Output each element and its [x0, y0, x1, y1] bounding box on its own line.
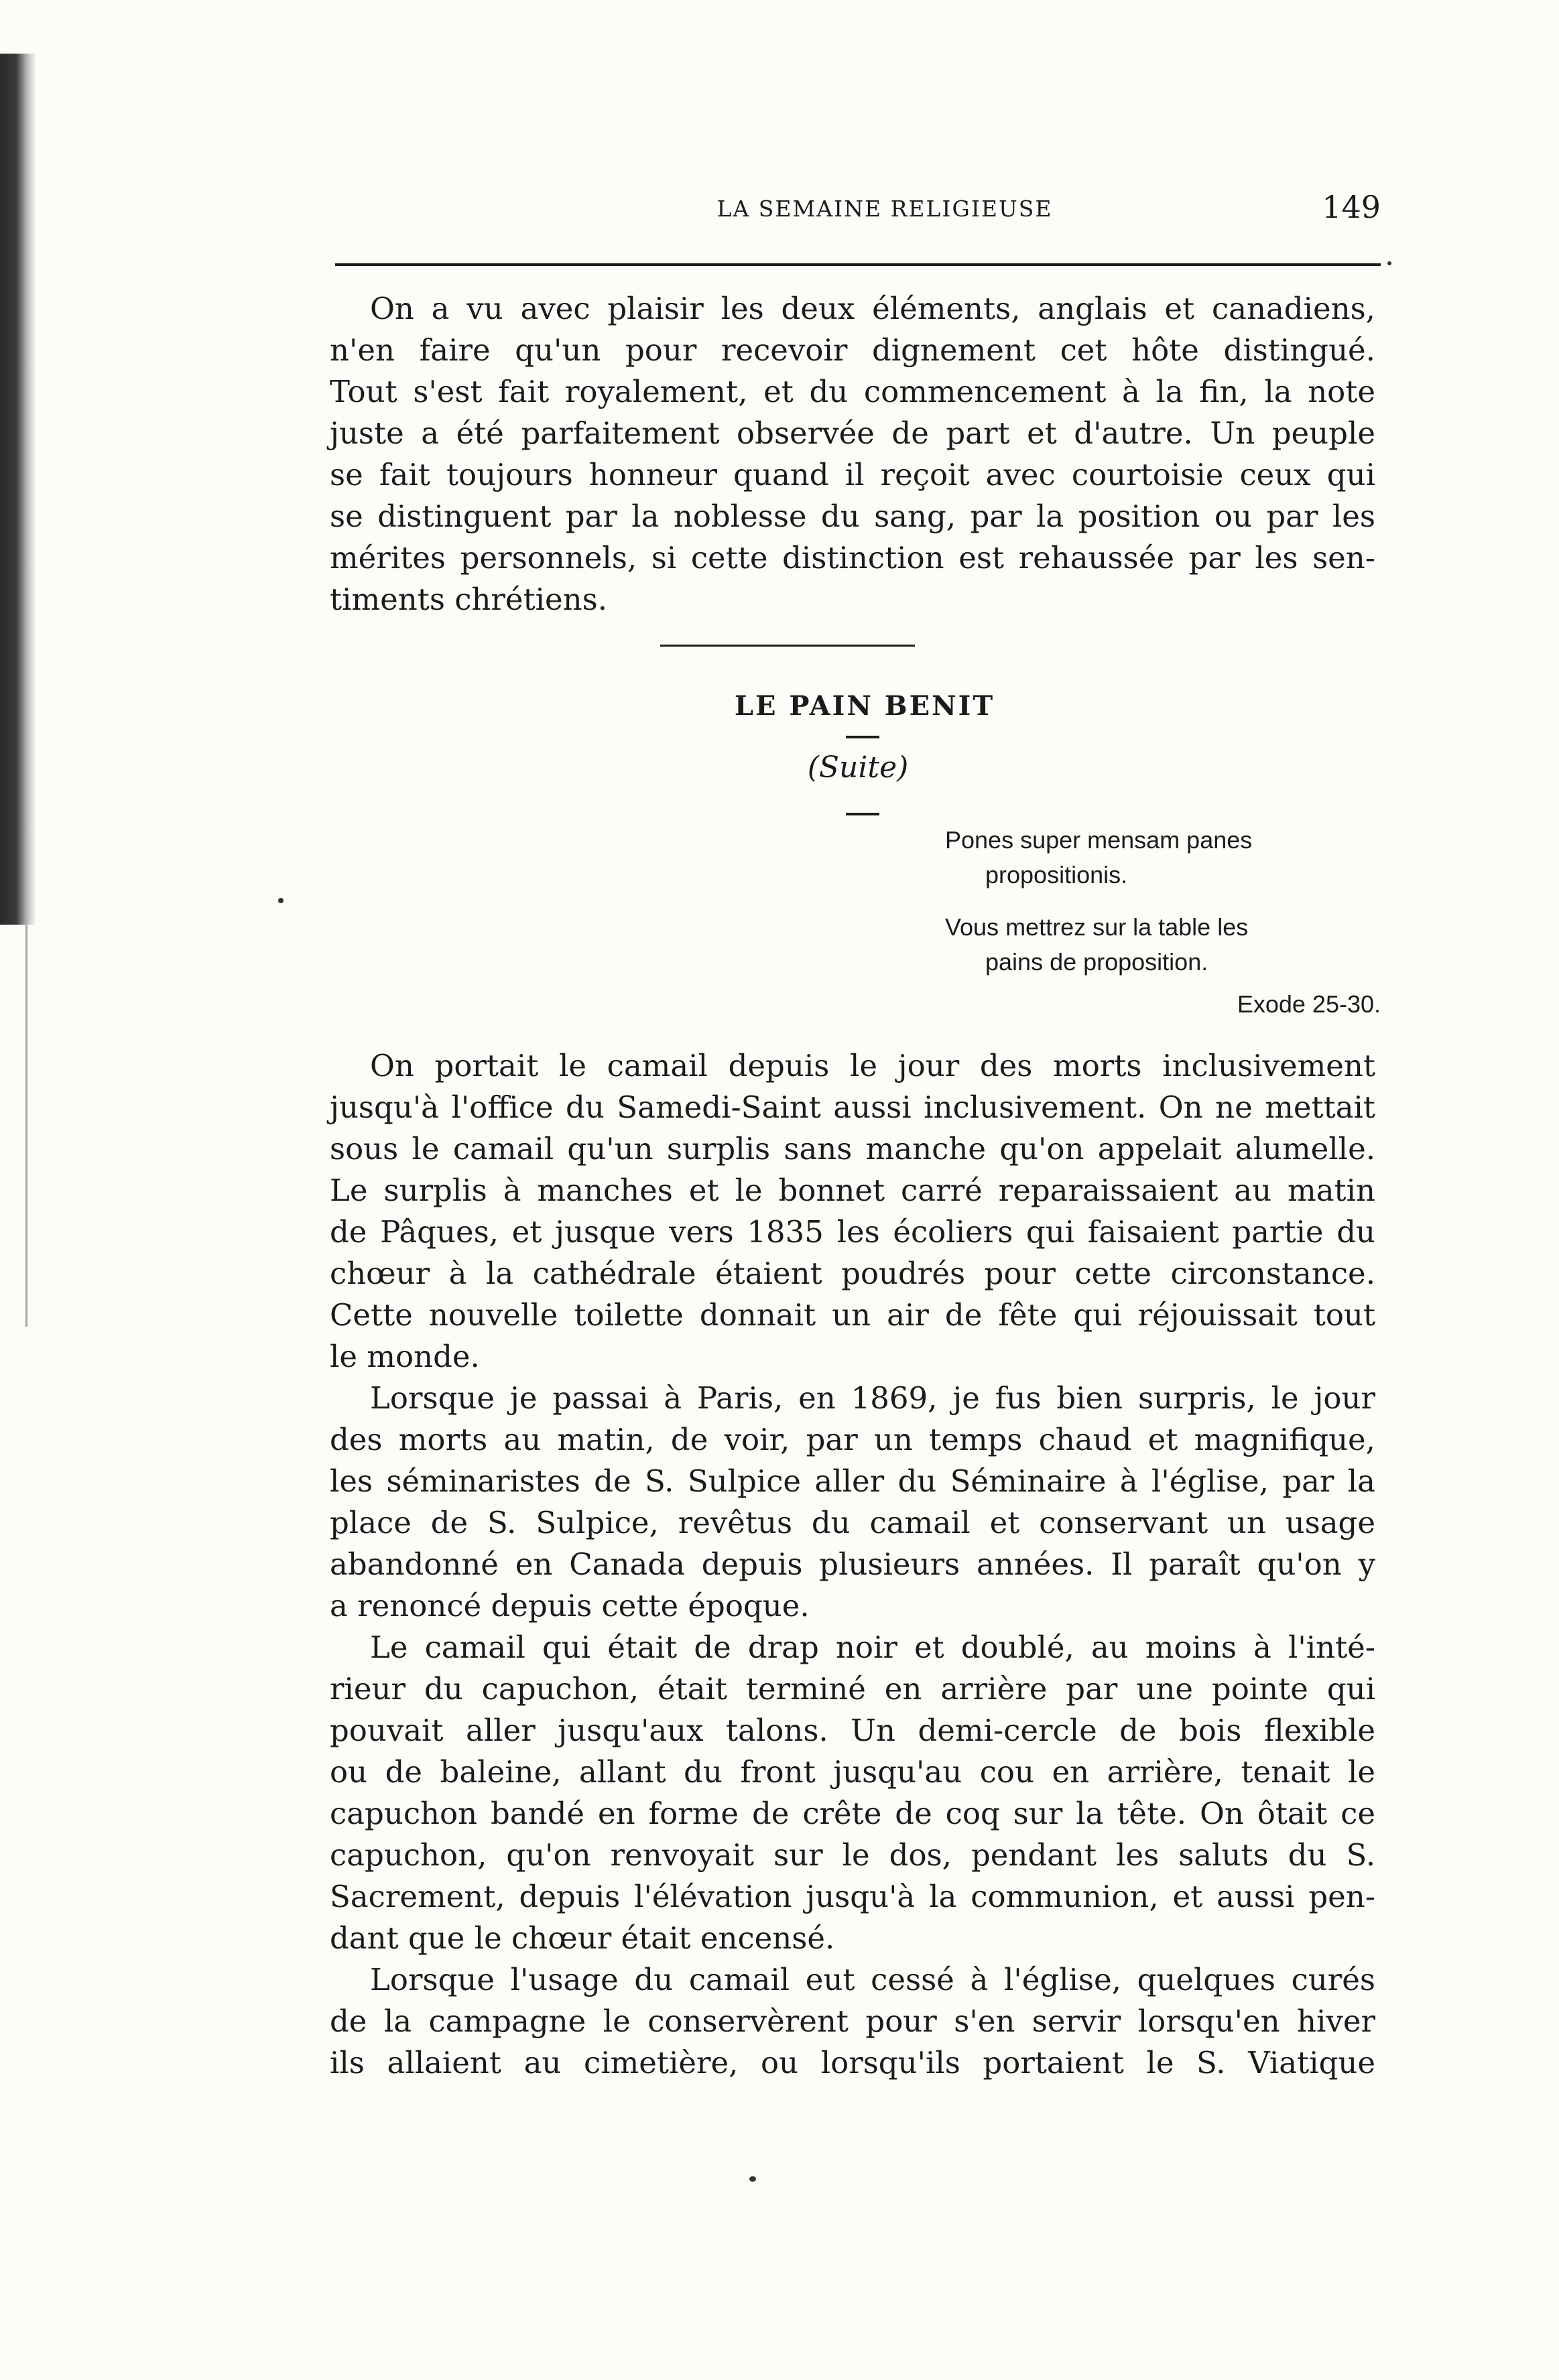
text-line: abandonné en Canada depuis plusieurs années. Il paraît qu'on y — [330, 1546, 1375, 1582]
text-line: a renoncé depuis cette époque. — [330, 1588, 810, 1624]
text-line: ou de baleine, allant du front jusqu'au cou en arrière, tenait le — [330, 1754, 1375, 1790]
text-line: dant que le chœur était encensé. — [330, 1920, 835, 1956]
scan-speck — [749, 2176, 756, 2182]
scan-speck — [1387, 261, 1391, 265]
text-line: place de S. Sulpice, revêtus du camail et conservant un usage — [330, 1505, 1375, 1540]
text-line: Tout s'est fait royalement, et du commencement à la fin, la note — [330, 374, 1375, 409]
text-line: les séminaristes de S. Sulpice aller du Séminaire à l'église, par la — [330, 1463, 1375, 1499]
subtitle-dash — [846, 813, 879, 815]
section-separator — [660, 645, 915, 647]
text-line: capuchon, qu'on renvoyait sur le dos, pendant les saluts du S. — [330, 1837, 1375, 1873]
intro-paragraph — [330, 288, 1375, 620]
gutter-line — [25, 925, 27, 1327]
text-line: Lorsque je passai à Paris, en 1869, je fus bien surpris, le jour — [370, 1380, 1375, 1416]
scan-speck — [278, 898, 284, 903]
epigraph-line: Pones super mensam panes — [945, 826, 1253, 854]
text-line: Lorsque l'usage du camail eut cessé à l'église, quelques curés — [370, 1962, 1375, 1997]
title-dash — [846, 736, 879, 738]
text-line: des morts au matin, de voir, par un temps chaud et magnifique, — [330, 1422, 1375, 1457]
text-line: chœur à la cathédrale étaient poudrés pour cette circonstance. — [330, 1256, 1375, 1291]
text-line: se fait toujours honneur quand il reçoit avec courtoisie ceux qui — [330, 457, 1375, 492]
text-line: juste a été parfaitement observée de part et d'autre. Un peuple — [330, 415, 1375, 451]
text-line: rieur du capuchon, était terminé en arrière par une pointe qui — [330, 1671, 1375, 1707]
epigraph-latin — [945, 823, 1374, 892]
text-line: ils allaient au cimetière, ou lorsqu'ils portaient le S. Viatique — [330, 2045, 1375, 2080]
header-rule — [335, 263, 1381, 266]
text-line: Sacrement, depuis l'élévation jusqu'à la communion, et aussi pen- — [330, 1879, 1375, 1914]
running-title: LA SEMAINE RELIGIEUSE — [716, 196, 1053, 222]
text-line: pouvait aller jusqu'aux talons. Un demi-cercle de bois flexible — [330, 1713, 1375, 1748]
text-line: sous le camail qu'un surplis sans manche qu'on appelait alumelle. — [330, 1131, 1375, 1167]
text-line: le monde. — [330, 1339, 480, 1374]
text-line: On a vu avec plaisir les deux éléments, anglais et canadiens, — [370, 291, 1375, 326]
text-line: de Pâques, et jusque vers 1835 les écoliers qui faisaient partie du — [330, 1214, 1375, 1250]
epigraph-line: propositionis. — [985, 861, 1128, 888]
epigraph-reference: Exode 25-30. — [1237, 990, 1381, 1018]
epigraph-line: pains de proposition. — [985, 948, 1208, 976]
text-line: mérites personnels, si cette distinction est rehaussée par les sen- — [330, 540, 1375, 576]
text-line: Le surplis à manches et le bonnet carré reparaissaient au matin — [330, 1173, 1375, 1208]
body-paragraph — [330, 1959, 1375, 2084]
body-paragraph — [330, 1045, 1375, 1378]
section-subtitle: (Suite) — [807, 750, 909, 785]
page-number: 149 — [1322, 189, 1381, 225]
text-line: n'en faire qu'un pour recevoir dignement cet hôte distingué. — [330, 332, 1375, 368]
text-line: de la campagne le conservèrent pour s'en servir lorsqu'en hiver — [330, 2003, 1375, 2039]
page-header — [335, 189, 1381, 243]
text-line: Cette nouvelle toilette donnait un air de fête qui réjouissait tout — [330, 1297, 1375, 1333]
text-line: jusqu'à l'office du Samedi-Saint aussi inclusivement. On ne mettait — [330, 1089, 1375, 1125]
body-paragraph — [330, 1627, 1375, 1959]
text-line: Le camail qui était de drap noir et doublé, au moins à l'inté- — [370, 1630, 1375, 1665]
text-line: On portait le camail depuis le jour des morts inclusivement — [370, 1048, 1375, 1083]
section-title: LE PAIN BENIT — [734, 690, 995, 722]
epigraph-line: Vous mettrez sur la table les — [945, 913, 1249, 941]
text-line: capuchon bandé en forme de crête de coq sur la tête. On ôtait ce — [330, 1796, 1375, 1831]
text-line: se distinguent par la noblesse du sang, par la position ou par les — [330, 499, 1375, 534]
epigraph-french — [945, 910, 1374, 980]
book-spine-shadow — [0, 54, 36, 925]
text-line: timents chrétiens. — [330, 582, 608, 617]
body-paragraph — [330, 1378, 1375, 1627]
